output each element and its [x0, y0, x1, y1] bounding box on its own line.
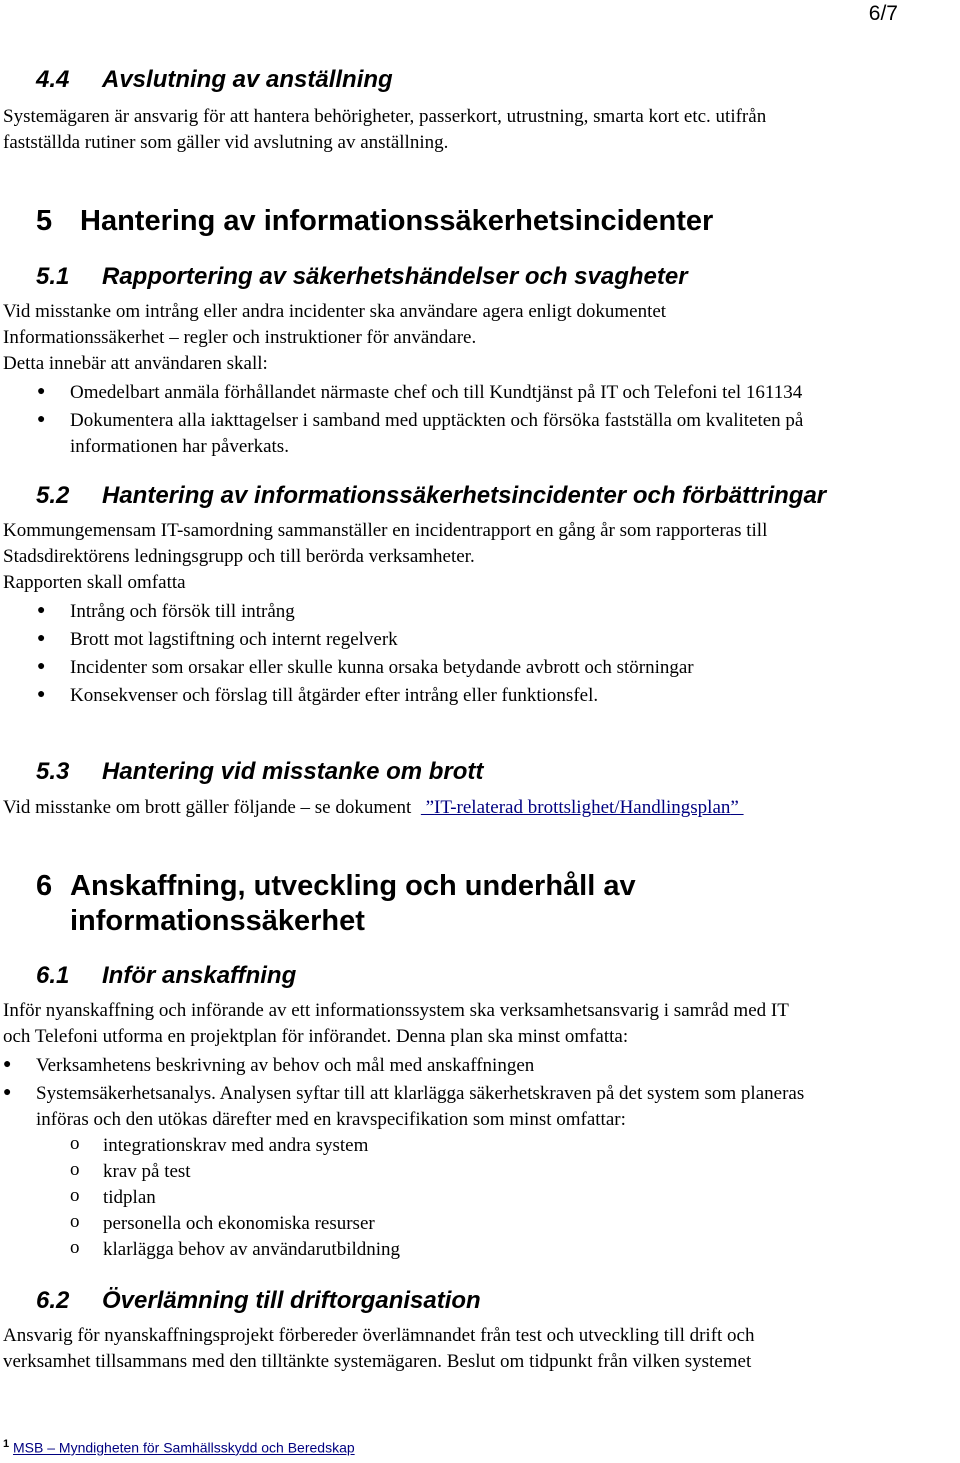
sub-list-item: tidplan: [103, 1187, 156, 1208]
heading-number: 5.1: [36, 263, 70, 290]
bullet-icon: ●: [3, 1057, 12, 1072]
sub-bullet-icon: o: [70, 1237, 80, 1258]
page-number: 6/7: [868, 2, 898, 25]
heading-title: Överlämning till driftorganisation: [102, 1287, 481, 1314]
heading-title: Inför anskaffning: [102, 962, 297, 989]
heading-number: 5.2: [36, 482, 70, 509]
heading-title: Anskaffning, utveckling och underhåll av: [70, 870, 636, 902]
heading-5-2: [36, 482, 826, 510]
bullet-icon: ●: [37, 687, 46, 702]
paragraph-line: Stadsdirektörens ledningsgrupp och till berörda verksamheter.: [3, 546, 475, 567]
heading-6-2: [36, 1287, 481, 1315]
bullet-icon: ●: [37, 412, 46, 427]
paragraph-text: Vid misstanke om brott gäller följande – se dokument: [3, 797, 412, 818]
bullet-icon: ●: [37, 384, 46, 399]
heading-number: 5.3: [36, 758, 70, 785]
list-item: Omedelbart anmäla förhållandet närmaste chef och till Kundtjänst på IT och Telefoni tel 161134: [70, 382, 803, 403]
list-item-continuation: informationen har påverkats.: [70, 436, 289, 457]
heading-4-4: [36, 66, 393, 94]
paragraph-line: Vid misstanke om intrång eller andra incidenter ska användare agera enligt dokumentet: [3, 301, 667, 322]
list-item-continuation: införas och den utökas därefter med en kravspecifikation som minst omfattar:: [36, 1109, 626, 1130]
sub-list-item: klarlägga behov av användarutbildning: [103, 1239, 401, 1260]
sub-bullet-icon: o: [70, 1211, 80, 1232]
footnote-marker: 1: [3, 1438, 10, 1450]
sub-bullet-icon: o: [70, 1185, 80, 1206]
paragraph-line: Inför nyanskaffning och införande av ett informationssystem ska verksamhetsansvarig i samråd med IT: [3, 1000, 789, 1021]
document-link[interactable]: ”IT-relaterad brottslighet/Handlingsplan”: [420, 797, 744, 818]
heading-5: [36, 205, 713, 238]
sub-bullet-icon: o: [70, 1159, 80, 1180]
footnote-link[interactable]: MSB – Myndigheten för Samhällsskydd och Beredskap: [13, 1439, 355, 1456]
sub-list-item: krav på test: [103, 1161, 191, 1182]
paragraph-line: Systemägaren är ansvarig för att hantera behörigheter, passerkort, utrustning, smarta kort etc. utifrån: [3, 106, 767, 127]
heading-6-continuation: informationssäkerhet: [70, 905, 365, 937]
bullet-icon: ●: [37, 659, 46, 674]
paragraph-line: Informationssäkerhet – regler och instruktioner för användare.: [3, 327, 477, 348]
sub-list-item: integrationskrav med andra system: [103, 1135, 369, 1156]
bullet-icon: ●: [37, 631, 46, 646]
heading-title: Avslutning av anställning: [102, 66, 393, 93]
bullet-icon: ●: [37, 603, 46, 618]
paragraph-line: [3, 795, 744, 821]
list-item: Incidenter som orsakar eller skulle kunna orsaka betydande avbrott och störningar: [70, 657, 694, 678]
heading-title: Hantering av informationssäkerhetsincidenter: [80, 205, 714, 237]
heading-6: [36, 870, 636, 903]
heading-number: 6.1: [36, 962, 70, 989]
paragraph-line: Ansvarig för nyanskaffningsprojekt förbereder överlämnandet från test och utveckling till drift och: [3, 1325, 755, 1346]
list-item: Brott mot lagstiftning och internt regelverk: [70, 629, 398, 650]
paragraph-line: Kommungemensam IT-samordning sammanställer en incidentrapport en gång år som rapporteras till: [3, 520, 768, 541]
sub-bullet-icon: o: [70, 1133, 80, 1154]
paragraph-line: Detta innebär att användaren skall:: [3, 353, 268, 374]
heading-number: 6.2: [36, 1287, 70, 1314]
paragraph-line: fastställda rutiner som gäller vid avslutning av anställning.: [3, 132, 449, 153]
paragraph-line: Rapporten skall omfatta: [3, 572, 186, 593]
list-item: Dokumentera alla iakttagelser i samband med upptäckten och försöka fastställa om kvaliteten på: [70, 410, 804, 431]
heading-title: Hantering av informationssäkerhetsincidenter och förbättringar: [102, 482, 827, 509]
list-item: Intrång och försök till intrång: [70, 601, 295, 622]
heading-5-1: [36, 263, 688, 291]
paragraph-line: och Telefoni utforma en projektplan för införandet. Denna plan ska minst omfatta:: [3, 1026, 629, 1047]
bullet-icon: ●: [3, 1085, 12, 1100]
heading-6-1: [36, 962, 296, 990]
heading-number: 4.4: [36, 66, 70, 93]
heading-title: Hantering vid misstanke om brott: [102, 758, 484, 785]
list-item: Systemsäkerhetsanalys. Analysen syftar till att klarlägga säkerhetskraven på det system som planeras: [36, 1083, 805, 1104]
list-item: Verksamhetens beskrivning av behov och mål med anskaffningen: [36, 1055, 535, 1076]
heading-number: 5: [36, 205, 53, 237]
heading-5-3: [36, 758, 483, 786]
heading-title: Rapportering av säkerhetshändelser och svagheter: [102, 263, 688, 290]
sub-list-item: personella och ekonomiska resurser: [103, 1213, 375, 1234]
heading-number: 6: [36, 870, 53, 902]
footnote: [3, 1438, 355, 1456]
list-item: Konsekvenser och förslag till åtgärder efter intrång eller funktionsfel.: [70, 685, 599, 706]
paragraph-line: verksamhet tillsammans med den tilltänkte systemägaren. Beslut om tidpunkt från vilken systemet: [3, 1351, 752, 1372]
